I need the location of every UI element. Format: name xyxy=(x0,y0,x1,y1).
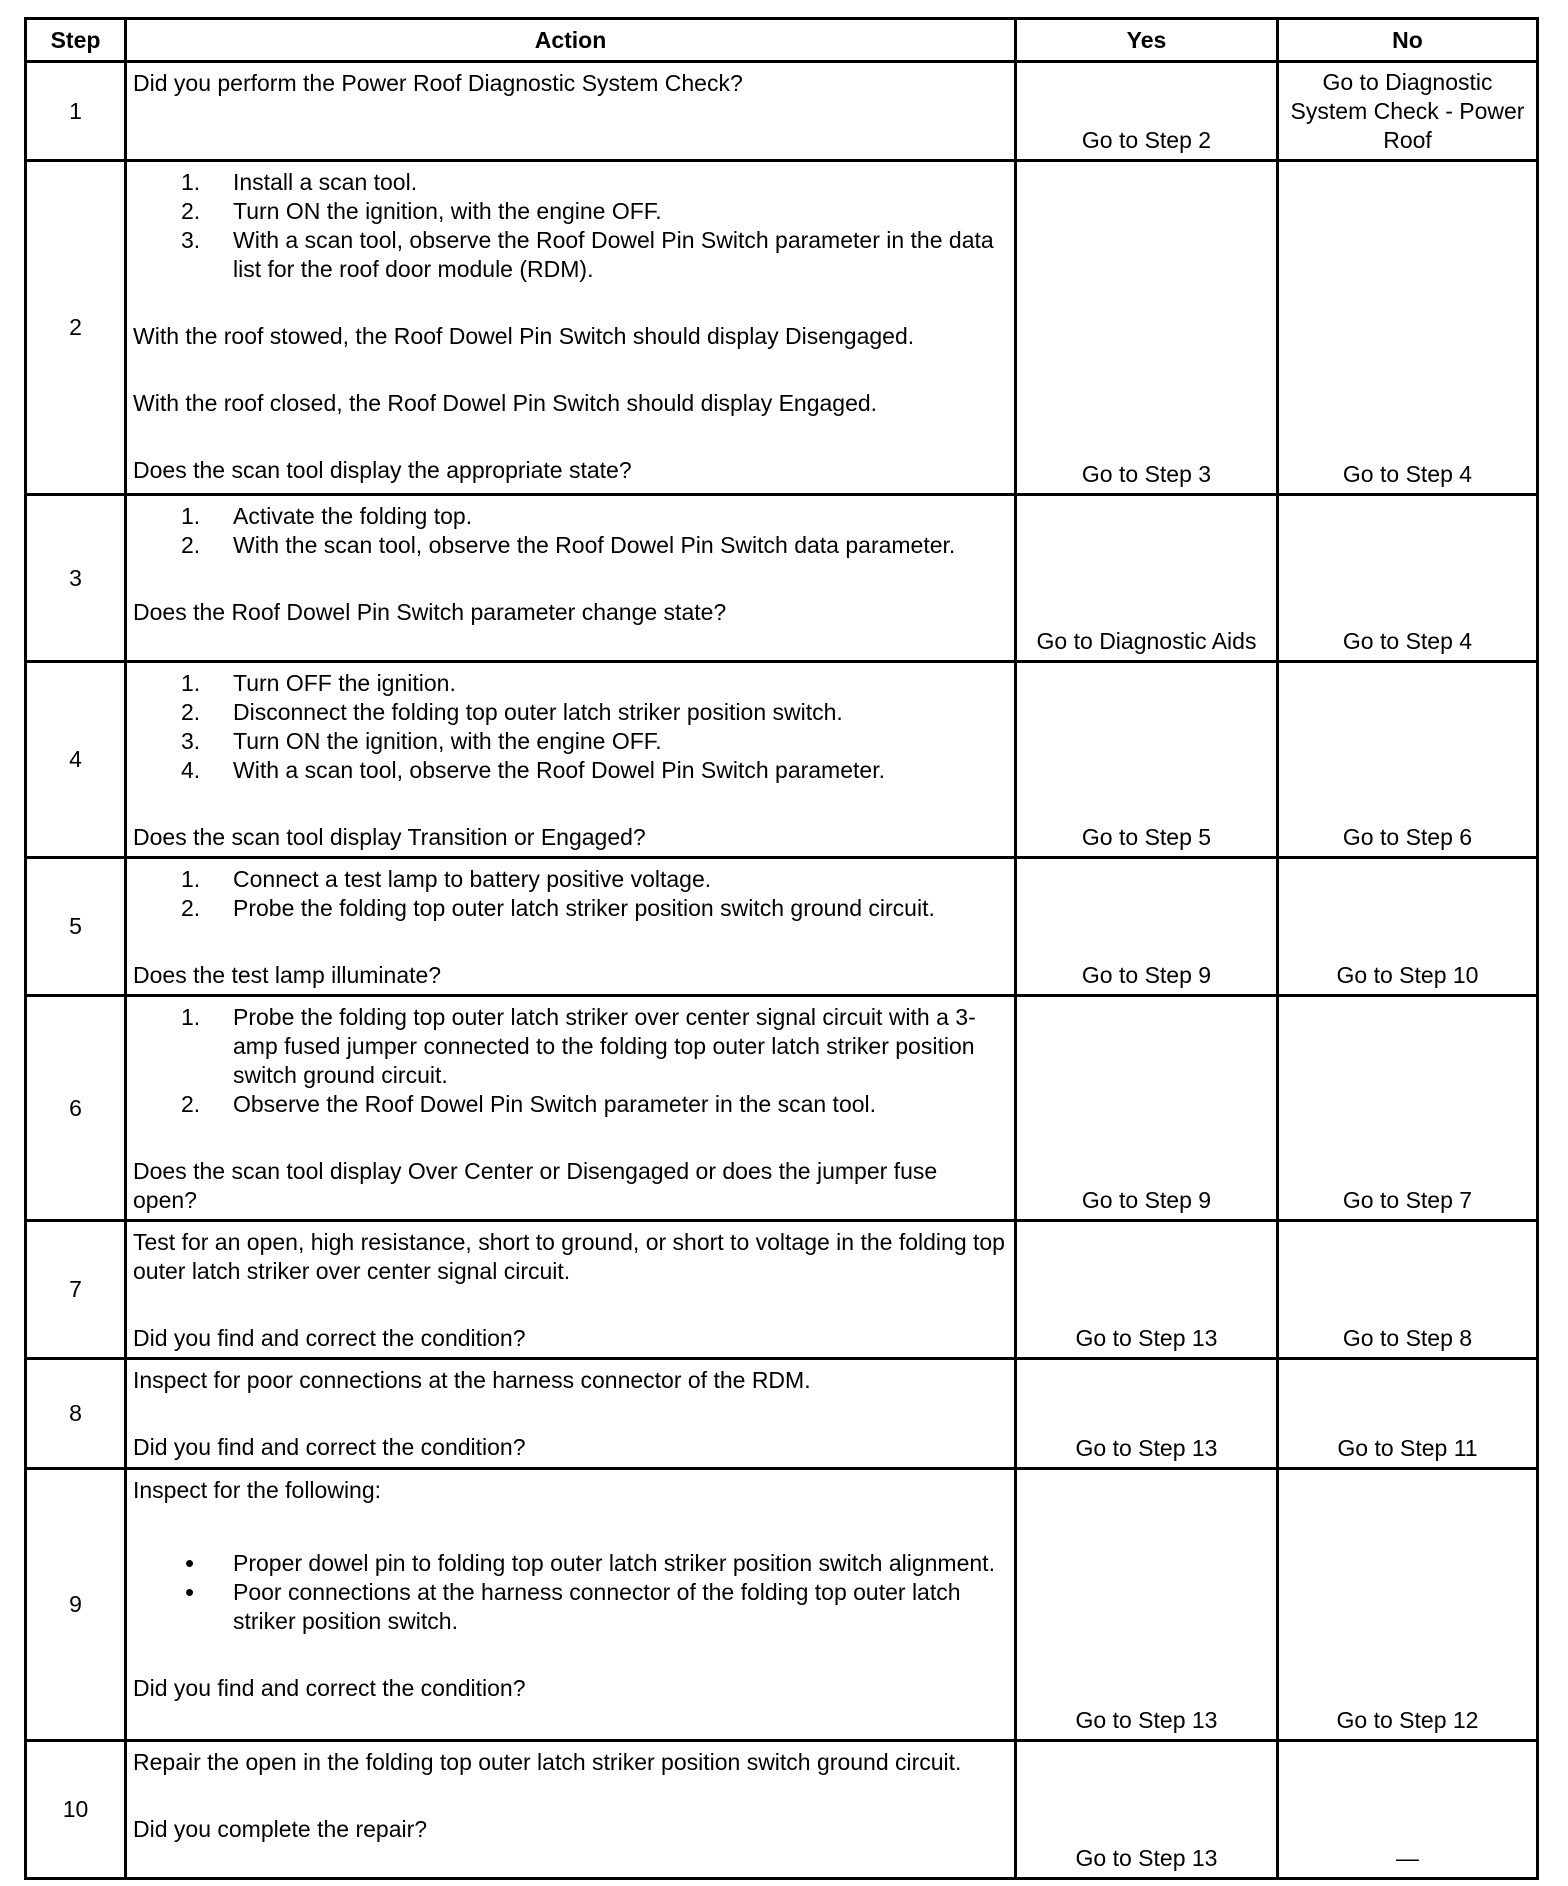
action-text: Test for an open, high resistance, short to ground, or short to voltage in the folding top outer latch striker over center signal circuit. xyxy=(133,1229,1005,1284)
yes-cell: Go to Step 5 xyxy=(1016,662,1278,858)
list-item: 2. With the scan tool, observe the Roof Dowel Pin Switch data parameter. xyxy=(181,532,956,558)
question-text: Does the scan tool display Transition or Engaged? xyxy=(133,824,646,850)
question-text: Did you find and correct the condition? xyxy=(133,1675,526,1701)
header-no: No xyxy=(1278,19,1538,62)
step-number: 4 xyxy=(26,662,126,858)
list-item: 1. Connect a test lamp to battery positive voltage. xyxy=(181,866,712,892)
bullet-list xyxy=(133,1549,1006,1636)
no-cell: Go to Diagnostic System Check - Power Roof xyxy=(1278,62,1538,161)
yes-cell: Go to Step 9 xyxy=(1016,858,1278,996)
header-action: Action xyxy=(126,19,1016,62)
step-row-8 xyxy=(26,1359,1538,1469)
action-text: Repair the open in the folding top outer latch striker position switch ground circuit. xyxy=(133,1749,962,1775)
no-cell: — xyxy=(1278,1741,1538,1879)
action-cell xyxy=(126,662,1016,858)
action-cell xyxy=(126,1359,1016,1469)
list-item: 2. Probe the folding top outer latch striker position switch ground circuit. xyxy=(181,895,935,921)
list-item: 2. Observe the Roof Dowel Pin Switch parameter in the scan tool. xyxy=(181,1091,877,1117)
list-item: • Poor connections at the harness connector of the folding top outer latch striker position switch. xyxy=(185,1577,961,1634)
yes-cell: Go to Step 3 xyxy=(1016,161,1278,495)
question-text: Does the scan tool display Over Center or Disengaged or does the jumper fuse open? xyxy=(133,1158,938,1213)
question-text: Did you complete the repair? xyxy=(133,1816,428,1842)
list-item: 1. Install a scan tool. xyxy=(181,169,418,195)
action-cell xyxy=(126,495,1016,662)
step-row-4 xyxy=(26,662,1538,858)
no-cell: Go to Step 11 xyxy=(1278,1359,1538,1469)
action-cell xyxy=(126,1741,1016,1879)
no-cell: Go to Step 4 xyxy=(1278,161,1538,495)
yes-cell: Go to Step 13 xyxy=(1016,1741,1278,1879)
step-number: 8 xyxy=(26,1359,126,1469)
header-row xyxy=(26,19,1538,62)
no-cell: Go to Step 12 xyxy=(1278,1469,1538,1741)
header-yes: Yes xyxy=(1016,19,1278,62)
note-text: With the roof stowed, the Roof Dowel Pin Switch should display Disengaged. xyxy=(133,323,915,349)
action-text: Inspect for the following: xyxy=(133,1477,382,1503)
step-number: 10 xyxy=(26,1741,126,1879)
list-item: 3. With a scan tool, observe the Roof Dowel Pin Switch parameter in the data list for the roof door module (RDM). xyxy=(181,227,994,282)
step-number: 3 xyxy=(26,495,126,662)
action-cell xyxy=(126,858,1016,996)
yes-cell: Go to Step 13 xyxy=(1016,1469,1278,1741)
step-row-10 xyxy=(26,1741,1538,1879)
no-cell: Go to Step 8 xyxy=(1278,1221,1538,1359)
step-row-7 xyxy=(26,1221,1538,1359)
list-item: • Proper dowel pin to folding top outer latch striker position switch alignment. xyxy=(185,1548,995,1578)
action-cell xyxy=(126,161,1016,495)
action-cell xyxy=(126,1469,1016,1741)
instruction-list xyxy=(133,502,1006,560)
question-text: Did you find and correct the condition? xyxy=(133,1434,526,1460)
list-item: 1. Probe the folding top outer latch striker over center signal circuit with a 3-amp fused jumper connected to the folding top outer latch striker position switch ground circuit. xyxy=(181,1004,976,1088)
yes-cell: Go to Diagnostic Aids xyxy=(1016,495,1278,662)
diagnostic-table xyxy=(24,17,1539,1880)
action-text: Inspect for poor connections at the harness connector of the RDM. xyxy=(133,1367,811,1393)
step-number: 9 xyxy=(26,1469,126,1741)
yes-cell: Go to Step 2 xyxy=(1016,62,1278,161)
no-cell: Go to Step 7 xyxy=(1278,996,1538,1221)
yes-cell: Go to Step 13 xyxy=(1016,1359,1278,1469)
list-item: 1. Activate the folding top. xyxy=(181,503,473,529)
action-cell xyxy=(126,62,1016,161)
list-item: 4. With a scan tool, observe the Roof Dowel Pin Switch parameter. xyxy=(181,757,885,783)
note-text: With the roof closed, the Roof Dowel Pin Switch should display Engaged. xyxy=(133,390,878,416)
action-cell xyxy=(126,996,1016,1221)
header-step: Step xyxy=(26,19,126,62)
question-text: Does the scan tool display the appropriate state? xyxy=(133,457,632,483)
yes-cell: Go to Step 9 xyxy=(1016,996,1278,1221)
list-item: 1. Turn OFF the ignition. xyxy=(181,670,456,696)
yes-cell: Go to Step 13 xyxy=(1016,1221,1278,1359)
list-item: 3. Turn ON the ignition, with the engine OFF. xyxy=(181,728,662,754)
step-number: 6 xyxy=(26,996,126,1221)
instruction-list xyxy=(133,1003,1006,1119)
step-row-9 xyxy=(26,1469,1538,1741)
action-text: Did you perform the Power Roof Diagnostic System Check? xyxy=(133,70,743,96)
step-row-2 xyxy=(26,161,1538,495)
question-text: Did you find and correct the condition? xyxy=(133,1325,526,1351)
question-text: Does the test lamp illuminate? xyxy=(133,962,442,988)
instruction-list xyxy=(133,669,1006,785)
step-number: 5 xyxy=(26,858,126,996)
no-cell: Go to Step 10 xyxy=(1278,858,1538,996)
step-number: 1 xyxy=(26,62,126,161)
no-cell: Go to Step 6 xyxy=(1278,662,1538,858)
step-number: 2 xyxy=(26,161,126,495)
instruction-list xyxy=(133,865,1006,923)
step-number: 7 xyxy=(26,1221,126,1359)
list-item: 2. Disconnect the folding top outer latch striker position switch. xyxy=(181,699,843,725)
step-row-5 xyxy=(26,858,1538,996)
step-row-1 xyxy=(26,62,1538,161)
instruction-list xyxy=(133,168,1006,284)
list-item: 2. Turn ON the ignition, with the engine OFF. xyxy=(181,198,662,224)
question-text: Does the Roof Dowel Pin Switch parameter change state? xyxy=(133,599,727,625)
no-cell: Go to Step 4 xyxy=(1278,495,1538,662)
step-row-6 xyxy=(26,996,1538,1221)
step-row-3 xyxy=(26,495,1538,662)
action-cell xyxy=(126,1221,1016,1359)
